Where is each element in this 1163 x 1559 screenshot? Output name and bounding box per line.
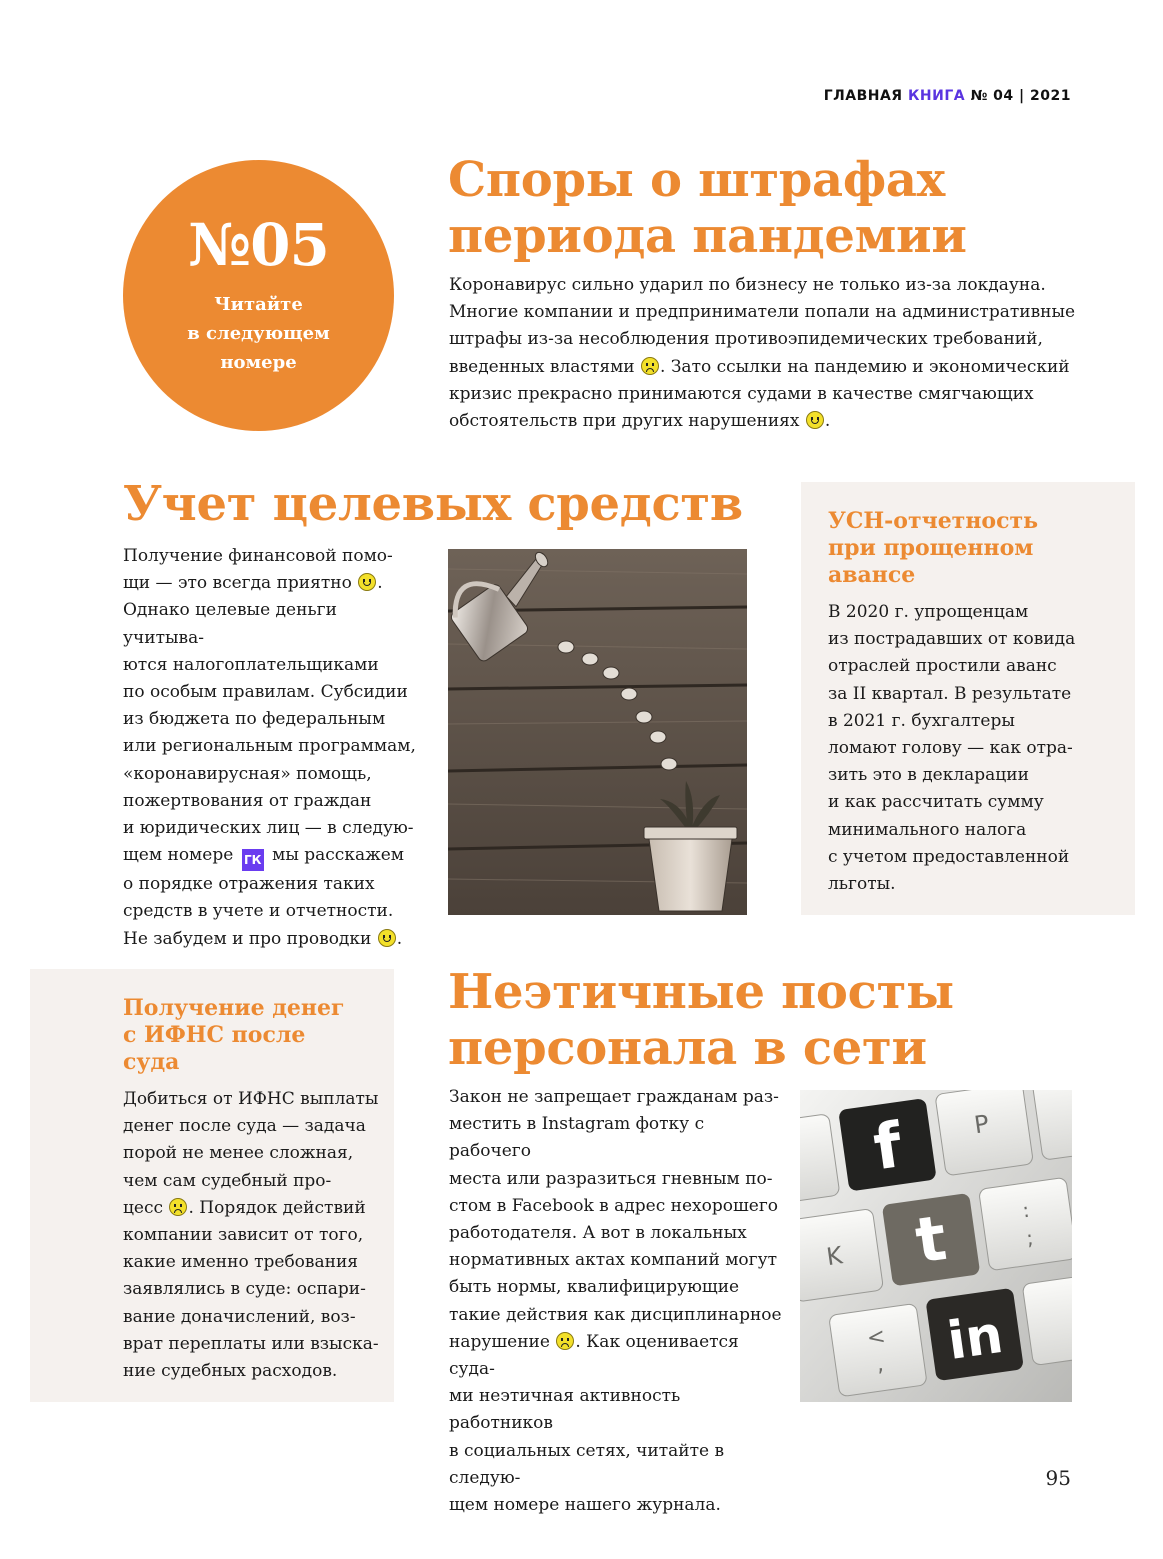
text-run: . Как оценивается суда- [449,1331,739,1380]
text-run: . Порядок действий [188,1197,366,1218]
facebook-key-icon: f [869,1108,907,1185]
body-line: места или разразиться гневным по- [449,1168,773,1189]
magazine-header [824,88,1071,104]
colon-key-label: : [1020,1197,1031,1223]
brand-accent: КНИГА [907,88,966,104]
social-keyboard-photo [800,1090,1072,1402]
text-run: обстоятельств при других нарушениях [449,411,800,432]
sidebar-usn-reporting [801,482,1135,915]
smile-emoji-icon [806,411,824,429]
body-line: компании зависит от того, [123,1225,364,1246]
body-line: кризис прекрасно принимаются судами в качестве смягчающих [449,383,1034,404]
text-run: цесс [123,1197,164,1218]
badge-line: в следующем [187,323,330,344]
text-run: Не забудем и про проводки [123,928,372,949]
body-line [449,354,1089,381]
body-line: Многие компании и предприниматели попали на административные [449,302,1076,323]
title-line: персонала в сети [448,1020,927,1076]
body-line: какие именно требования [123,1252,359,1273]
article-unethical-posts-body [449,1084,789,1519]
body-line: стом в Facebook в адрес нехорошего [449,1195,778,1216]
body-line: и как рассчитать сумму [828,792,1044,813]
body-line: в 2021 г. бухгалтеры [828,710,1015,731]
title-line: периода пандемии [448,208,967,264]
body-line: В 2020 г. упрощенцам [828,602,1029,622]
watering-can-photo [448,549,747,915]
title-line: с ИФНС после [123,1022,306,1048]
twitter-key-icon: t [911,1200,951,1278]
sad-emoji-icon [169,1198,187,1216]
body-line: пожертвования от граждан [123,790,372,811]
body-line [449,408,1089,435]
body-line: ми неэтичная активность работников [449,1386,681,1434]
body-line: средств в учете и отчетности. [123,901,394,922]
text-run: . Зато ссылки на пандемию и экономический [660,356,1070,377]
badge-line: Читайте [214,294,303,315]
body-line: льготы. [828,874,896,895]
title-line: авансе [828,562,916,588]
body-line: Не забудем и про проводки . [123,928,403,949]
article-pandemic-fines [448,152,1088,264]
social-keyboard-illustration [800,1090,1072,1402]
badge-subtitle [123,290,394,377]
body-line: зить это в декларации [828,765,1029,786]
body-line: и юридических лиц — в следую- [123,818,414,839]
comma-key-label: , [874,1351,886,1378]
article-title: Учет целевых средств [123,476,743,532]
body-line: в социальных сетях, читайте в следую- [449,1440,725,1488]
body-line: о порядке отражения таких [123,874,375,895]
body-line: минимального налога [828,819,1027,840]
issue-number: № 04 | 2021 [970,88,1071,104]
article-title [448,152,1088,264]
body-line: ние судебных расходов. [123,1361,338,1382]
body-line: работодателя. А вот в локальных [449,1223,747,1244]
body-line: порой не менее сложная, [123,1143,354,1164]
body-line: Добиться от ИФНС выплаты [123,1089,379,1109]
smile-emoji-icon [358,573,376,591]
body-line: из пострадавших от ковида [828,629,1076,650]
body-line: за II квартал. В результате [828,683,1072,704]
text-run: щи — это всегда приятно [123,573,352,594]
article-unethical-posts [448,964,1088,1076]
page-number: 95 [1045,1466,1071,1490]
body-line: Закон не запрещает гражданам раз- [449,1087,779,1107]
title-line: при прощенном [828,535,1034,561]
next-issue-badge [123,160,394,431]
body-line [449,1329,789,1383]
body-line: штрафы из-за несоблюдения противоэпидемических требований, [449,329,1043,350]
sidebar-ifns-money [30,969,394,1402]
text-run: . [824,411,831,432]
body-line: местить в Instagram фотку с рабочего [449,1114,705,1162]
gk-logo-icon[interactable]: ГК [242,849,264,871]
badge-number: №05 [188,211,329,279]
body-line [123,1195,388,1222]
lt-key-label: < [865,1324,888,1352]
title-line: УСН-отчетность [828,508,1039,534]
text-run: мы расскажем [272,845,405,866]
body-line: Получение финансовой помо- [123,546,393,566]
body-line: быть нормы, квалифицирующие [449,1277,740,1298]
body-line: по особым правилам. Субсидии [123,682,408,703]
watering-can-illustration [448,549,747,915]
badge-line: номере [220,352,297,373]
body-line: денег после суда — задача [123,1116,366,1137]
body-line: щи — это всегда приятно . [123,573,383,594]
body-line: Коронавирус сильно ударил по бизнесу не только из-за локдауна. [449,275,1046,295]
sidebar-body [123,1086,388,1385]
text-run: введенных властями [449,356,635,377]
text-run: щем номере [123,845,234,866]
body-line: или региональным программам, [123,736,416,757]
body-line: ются налогоплательщиками [123,654,379,675]
sad-emoji-icon [641,357,659,375]
body-line: чем сам судебный про- [123,1170,332,1191]
sad-emoji-icon [556,1332,574,1350]
body-line: такие действия как дисциплинарное [449,1304,782,1325]
sidebar-title [828,508,1128,589]
semicolon-key-label: ; [1024,1225,1035,1251]
body-line: нормативных актах компаний могут [449,1250,777,1271]
text-run: нарушение [449,1331,550,1352]
article-pandemic-body [449,272,1089,435]
title-line: Получение денег [123,995,345,1021]
article-target-funds [123,476,763,532]
body-line: врат переплаты или взыска- [123,1333,379,1354]
k-key-label: K [824,1241,845,1272]
body-line: из бюджета по федеральным [123,709,386,730]
body-line [123,842,423,871]
title-line: Споры о штрафах [448,152,945,208]
body-line: вание доначислений, воз- [123,1306,356,1327]
article-title [448,964,1088,1076]
body-line: щем номере нашего журнала. [449,1495,721,1516]
body-line: отраслей простили аванс [828,656,1057,677]
title-line: Неэтичные посты [448,964,954,1020]
p-key-label: P [972,1109,991,1140]
body-line: с учетом предоставленной [828,846,1070,867]
brand-left: ГЛАВНАЯ [823,88,903,104]
body-line: Однако целевые деньги учитыва- [123,600,337,648]
linkedin-key-icon: in [943,1304,1007,1372]
body-line: ломают голову — как отра- [828,738,1073,759]
sidebar-body [828,599,1128,898]
smile-emoji-icon [378,929,396,947]
body-line: заявлялись в суде: оспари- [123,1279,366,1300]
article-target-funds-body [123,543,423,953]
sidebar-title [123,995,388,1076]
body-line: «коронавирусная» помощь, [123,763,372,784]
title-line: суда [123,1049,180,1075]
